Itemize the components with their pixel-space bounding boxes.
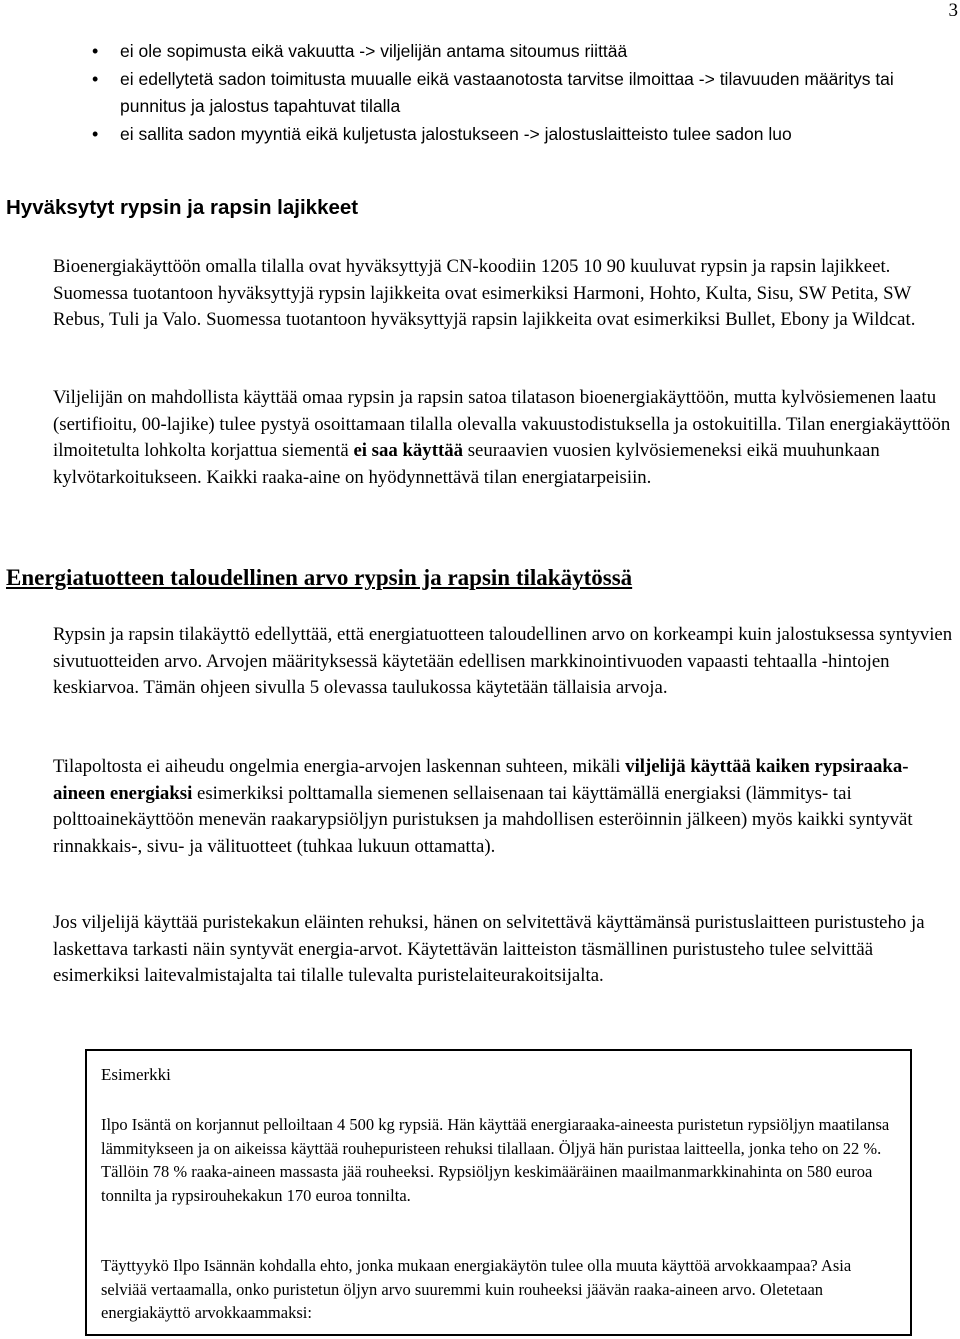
paragraph-oma-sato — [53, 385, 953, 491]
bullet-item: • ei edellytetä sadon toimitusta muualle eikä vastaanotosta tarvitse ilmoittaa -> tilavuuden määritys tai punnitus ja jalostus tapahtuvat tilalla — [92, 66, 932, 121]
paragraph-puristekakku: Jos viljelijä käyttää puristekakun eläinten rehuksi, hänen on selvitettävä käyttämänsä puristuslaitteen puristusteho ja laskettava tarkasti näin syntyvät energia-arvot. Käytettävän laitteiston täsmällinen puristusteho tulee selvittää esimerkiksi laitevalmistajalta tai tilalle tulevalta puristelaiteurakoitsijalta. — [53, 912, 925, 986]
bullet-list — [92, 38, 932, 148]
example-title: Esimerkki — [101, 1065, 171, 1084]
bullet-item: • ei sallita sadon myyntiä eikä kuljetusta jalostukseen -> jalostuslaitteisto tulee sadon luo — [92, 121, 932, 149]
page-number: 3 — [948, 0, 958, 21]
text-segment: Viljelijän on mahdollista käyttää omaa rypsin ja rapsin satoa tilatason bioenergiakäyttöön, mutta kylvösiemenen laatu (sertifioitu, 00-lajike) tulee pystyä osoittamaan tilalla olevalla vakuustodistuksella ja ostokuitilla. Tilan energiakäyttöön ilmoitetulta lohkolta korjattua siementä — [53, 387, 951, 461]
paragraph-tilakaytto: Rypsin ja rapsin tilakäyttö edellyttää, että energiatuotteen taloudellinen arvo on korkeampi kuin jalostuksessa syntyvien sivutuotteiden arvo. Arvojen määrityksessä käytetään edellisen markkinointivuoden vapaasti tehtaalla -hintojen keskiarvoa. Tämän ohjeen sivulla 5 olevassa taulukossa käytetään tällaisia arvoja. — [53, 624, 953, 698]
paragraph-tilapoltto — [53, 754, 953, 860]
emphasis-text: ei saa käyttää — [353, 440, 463, 461]
paragraph-hyvaksytyt-lajikkeet: Bioenergiakäyttöön omalla tilalla ovat hyväksyttyjä CN-koodiin 1205 10 90 kuuluvat rypsin ja rapsin lajikkeet. Suomessa tuotantoon hyväksyttyjä rypsin lajikkeita ovat esimerkiksi Harmoni, Hohto, Kulta, Sisu, SW Petita, SW Rebus, Tuli ja Valo. Suomessa tuotantoon hyväksyttyjä rapsin lajikkeita ovat esimerkiksi Bullet, Ebony ja Wildcat. — [53, 256, 916, 330]
text-segment: esimerkiksi polttamalla siemenen sellaisenaan tai käyttämällä energiaksi (lämmitys- tai polttoainekäyttöön menevän raakarypsiöljyn puristuksen ja mahdollisen esteröinnin jälkeen) myös kaikki syntyvät rinnakkais-, sivu- ja välituotteet (tuhkaa lukuun ottamatta). — [53, 782, 913, 857]
text-segment: seuraavien vuosien kylvösiemeneksi eikä muuhunkaan kylvötarkoitukseen. Kaikki raaka-aine on hyödynnettävä tilan energiatarpeisiin. — [53, 440, 880, 488]
section-heading-lajikkeet: Hyväksytyt rypsin ja rapsin lajikkeet — [6, 196, 359, 219]
section-heading-arvo: Energiatuotteen taloudellinen arvo rypsin ja rapsin tilakäytössä — [6, 565, 633, 590]
example-paragraph-1: Ilpo Isäntä on korjannut pelloiltaan 4 500 kg rypsiä. Hän käyttää energiaraaka-aineesta puristetun rypsiöljyn maatilansa lämmitykseen ja on aikeissa käyttää rouhepuristeen rehuksi tilallaan. Öljyä hän puristaa laitteella, jonka teho on 22 %. Tällöin 78 % raaka-aineen massasta jää rouheeksi. Rypsiöljyn keskimääräinen maailmanmarkkinahinta on 580 euroa tonnilta ja rypsirouhekakun 170 euroa tonnilta. — [101, 1115, 890, 1205]
example-box — [85, 1049, 912, 1336]
emphasis-text: viljelijä käyttää kaiken rypsiraaka-aineen energiaksi — [53, 756, 909, 804]
bullet-item: • ei ole sopimusta eikä vakuutta -> viljelijän antama sitoumus riittää — [92, 38, 932, 66]
text-segment: Tilapoltosta ei aiheudu ongelmia energia-arvojen laskennan suhteen, mikäli — [53, 756, 626, 777]
example-paragraph-2: Täyttyykö Ilpo Isännän kohdalla ehto, jonka mukaan energiakäytön tulee olla muuta käyttöä arvokkaampaa? Asia selviää vertaamalla, onko puristetun öljyn arvo suuremmi kuin rouheeksi jäävän raaka-aineen arvo. Oletetaan energiakäyttö arvokkaammaksi: — [101, 1256, 852, 1322]
